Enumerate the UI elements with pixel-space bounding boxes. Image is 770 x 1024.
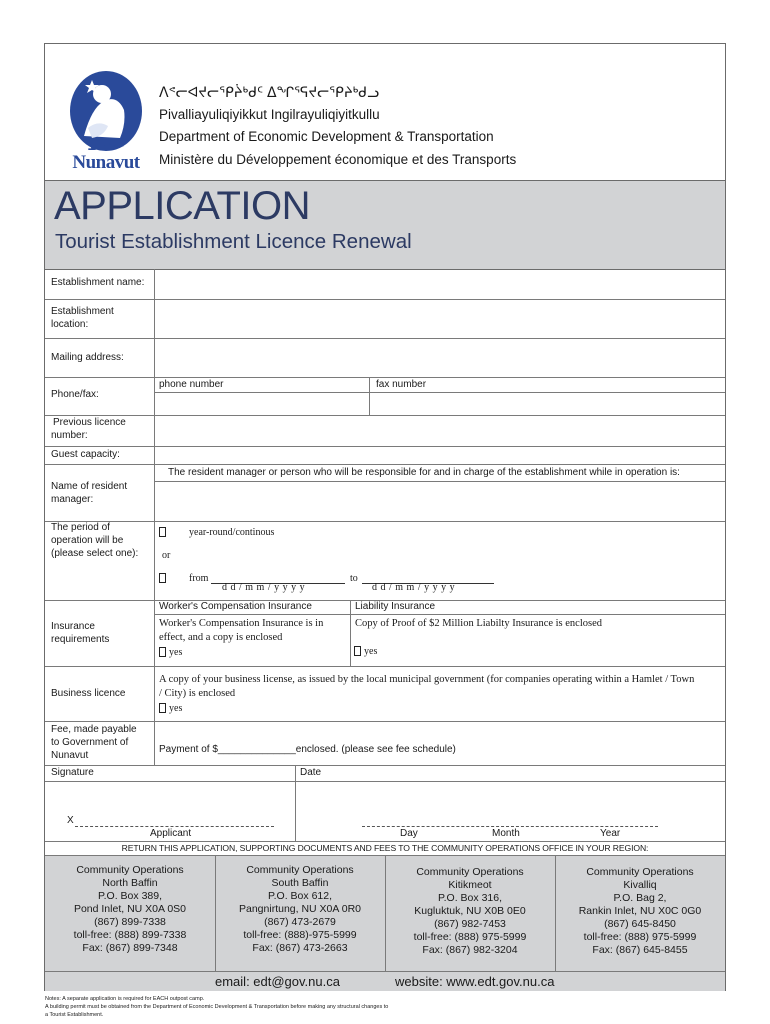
date-line [362,826,658,827]
business-text-1: A copy of your business license, as issued by the local municipal government (for companies operating within a Hamlet / Town [159,674,695,685]
previous-licence-label-2: number: [51,430,88,441]
header-syllabics: ᐱᕝᓕᐊᔪᓕᕿᔩᒃᑯᑦ ᐃᖏᕐᕋᔪᓕᕿᔨᒃᑯᓗ [159,84,380,100]
row-line [45,464,725,465]
resident-manager-label-1: Name of resident [51,481,128,492]
header-inuinnaqtun: Pivalliayuliqiyikkut Ingilrayuliqiyitkullu [159,107,380,122]
office-line: Community Operations [246,864,354,876]
wc-text-1: Worker's Compensation Insurance is in [159,618,324,629]
to-label: to [350,573,358,584]
notes-line-1: Notes: A separate application is required for EACH outpost camp. [45,996,205,1002]
office-line: Fax: (867) 982-3204 [422,944,518,956]
fee-label-3: Nunavut [51,750,89,761]
office-1 [46,864,214,955]
signature-line [75,826,274,827]
insurance-label-2: requirements [51,634,110,645]
office-4 [556,866,724,957]
applicant-label: Applicant [150,828,192,839]
previous-licence-field[interactable] [155,416,725,446]
office-line: Rankin Inlet, NU X0C 0G0 [578,905,702,917]
establishment-location-field[interactable] [155,300,725,338]
date-field[interactable] [296,782,725,832]
office-line: Kivalliq [623,879,657,891]
year-round-label: year-round/continous [189,527,275,538]
phone-fax-label: Phone/fax: [51,389,99,400]
fax-number-header: fax number [376,379,427,390]
from-label: from [189,573,209,584]
day-label: Day [400,828,418,839]
office-line: P.O. Box 389, [97,890,162,902]
phone-number-header: phone number [159,379,224,390]
or-label: or [162,550,171,561]
office-line: toll-free: (888) 899-7338 [73,929,187,941]
resident-note: The resident manager or person who will be responsible for and in charge of the establishment while in operation is: [168,467,680,478]
title-sub: Tourist Establishment Licence Renewal [55,230,412,253]
office-line: toll-free: (888) 975-5999 [583,931,697,943]
office-line: (867) 982-7453 [434,918,506,930]
wc-yes-label: yes [169,647,183,658]
logo-text: Nunavut [72,152,140,173]
guest-capacity-field[interactable] [155,447,725,464]
insurance-label-1: Insurance [51,621,95,632]
office-line: South Baffin [271,877,329,889]
liability-text: Copy of Proof of $2 Million Liabilty Insurance is enclosed [355,618,603,629]
office-line: Community Operations [76,864,184,876]
office-line: (867) 899-7338 [94,916,166,928]
fax-number-field[interactable] [370,393,725,415]
contact-email[interactable]: email: edt@gov.nu.ca [215,974,340,989]
office-line: Fax: (867) 645-8455 [592,944,688,956]
nunavut-logo [62,66,150,178]
office-line: P.O. Box 612, [267,890,332,902]
signature-header: Signature [51,767,94,778]
office-line: Kugluktuk, NU X0B 0E0 [414,905,526,917]
row-line [45,841,725,842]
office-2 [216,864,384,955]
signature-field[interactable] [46,782,295,832]
year-label: Year [600,828,621,839]
header-english: Department of Economic Development & Transportation [159,129,494,144]
to-date-format: d d / m m / y y y y [372,582,456,593]
notes-line-2: A building permit must be obtained from the Department of Economic Development & Transportation before making any structural changes to [45,1004,389,1010]
business-text-2: / City) is enclosed [159,688,236,699]
liability-yes-checkbox[interactable] [354,646,361,656]
office-line: (867) 473-2679 [264,916,336,928]
office-3 [386,866,554,957]
fee-label-2: to Government of [51,737,129,748]
header-french: Ministère du Développement économique et des Transports [159,152,517,167]
date-range-checkbox[interactable] [159,573,166,583]
signature-x: X [67,815,74,826]
office-line: North Baffin [102,877,158,889]
office-line: Pangnirtung, NU X0A 0R0 [239,903,361,915]
month-label: Month [492,828,520,839]
office-line: (867) 645-8450 [604,918,676,930]
from-date-format: d d / m m / y y y y [222,582,306,593]
office-line: toll-free: (888)-975-5999 [243,929,357,941]
phone-number-field[interactable] [155,393,369,415]
period-label-3: (please select one): [51,548,139,559]
row-line [45,521,725,522]
office-line: P.O. Bag 2, [613,892,667,904]
row-line [45,666,725,667]
notes-line-3: a Tourist Establishment. [45,1012,104,1018]
payment-text[interactable]: Payment of $______________enclosed. (please see fee schedule) [159,744,456,755]
wc-yes-checkbox[interactable] [159,647,166,657]
office-line: Community Operations [416,866,524,878]
establishment-location-label-1: Establishment [51,306,114,317]
wc-header: Worker's Compensation Insurance [159,601,312,612]
contact-band [45,971,725,991]
business-licence-label: Business licence [51,688,126,699]
office-line: Pond Inlet, NU X0A 0S0 [73,903,187,915]
title-main: APPLICATION [54,184,311,228]
row-line [154,614,725,615]
liability-header: Liability Insurance [355,601,436,612]
row-line [45,721,725,722]
period-label-2: operation will be [51,535,124,546]
liability-yes-label: yes [364,646,378,657]
office-line: P.O. Box 316, [437,892,502,904]
logo-syllabics: ᓄᓇᕗᑦ [87,141,124,153]
insurance-divider [350,600,351,666]
period-label-1: The period of [51,522,110,533]
establishment-location-label-2: location: [51,319,89,330]
establishment-name-field[interactable] [155,270,725,299]
office-line: Fax: (867) 899-7348 [82,942,178,954]
fee-label-1: Fee, made payable [51,724,137,735]
row-line [45,765,725,766]
previous-licence-label-1: Previous licence [53,417,126,428]
business-yes-checkbox[interactable] [159,703,166,713]
business-yes-label: yes [169,703,183,714]
wc-text-2: effect, and a copy is enclosed [159,632,283,643]
mailing-address-field[interactable] [155,339,725,377]
guest-capacity-label: Guest capacity: [51,449,120,460]
return-note: RETURN THIS APPLICATION, SUPPORTING DOCUMENTS AND FEES TO THE COMMUNITY OPERATIONS OFFICE IN YOUR REGION: [121,843,649,853]
office-line: Kitikmeot [448,879,492,891]
office-line: Fax: (867) 473-2663 [252,942,348,954]
office-line: Community Operations [586,866,694,878]
contact-website[interactable]: website: www.edt.gov.nu.ca [395,974,555,989]
year-round-checkbox[interactable] [159,527,166,537]
date-header: Date [300,767,322,778]
row-line [45,377,725,378]
office-line: toll-free: (888) 975-5999 [413,931,527,943]
resident-manager-field[interactable] [155,482,725,521]
resident-manager-label-2: manager: [51,494,94,505]
establishment-name-label: Establishment name: [51,277,145,288]
mailing-address-label: Mailing address: [51,352,124,363]
